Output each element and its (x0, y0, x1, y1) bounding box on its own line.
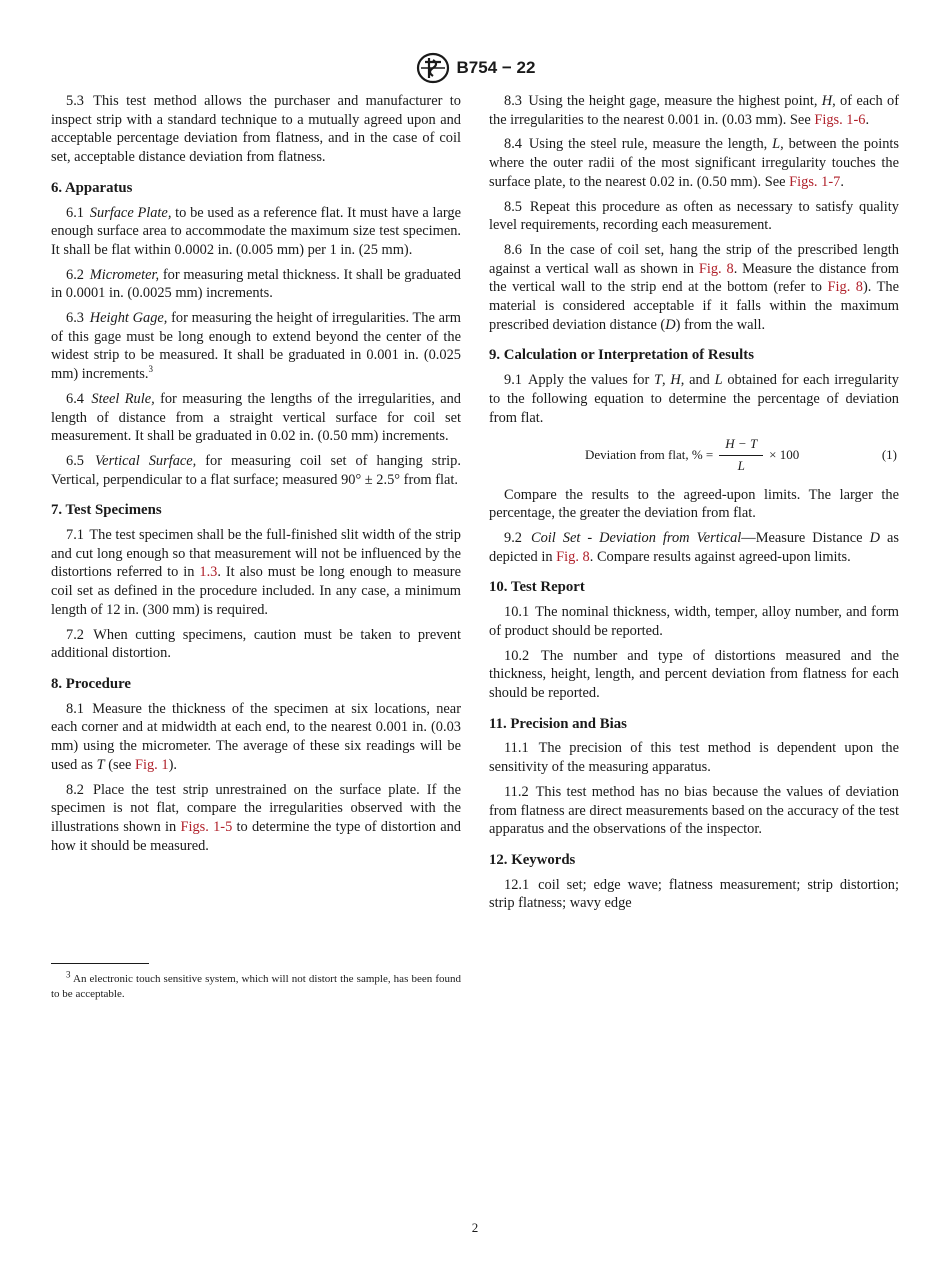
footnote-marker[interactable]: 3 (148, 364, 154, 375)
paragraph-6-3: 6.3 Height Gage, for measuring the height of irregularities. The arm of this gage must be long enough to extend beyond the center of the widest strip to be measured. It shall be graduated in 0.001 in. (0.025 mm) increments.$^3$ (51, 310, 461, 383)
paragraph-7-2: 7.2 When cutting specimens, caution must be taken to prevent additional distortion. (51, 626, 461, 662)
footnote-divider (51, 963, 149, 964)
equation-fraction (719, 435, 763, 475)
paragraph-11-2: 11.2 This test method has no bias because the values of deviation from flatness are direct measurements based on the accuracy of the test apparatus and the observations of the inspector. (489, 783, 899, 838)
paragraph-7-1: 7.1 The test specimen shall be the full-finished slit width of the strip and cut long enough so that measurement will not be influenced by the distortions referred to in 1.3. It also must be long enough to measure coil set as defined in the procedure included. In any case, a minimum length of 12 in. (300 mm) is required. (51, 527, 461, 618)
paragraph-12-1: 12.1 coil set; edge wave; flatness measurement; strip distortion; strip flatness; wavy edge (489, 876, 899, 912)
paragraph-10-2: 10.2 The number and type of distortions measured and the thickness, height, length, and percent deviation from flatness for each should be reported. (489, 647, 899, 701)
section-heading-procedure: 8. Procedure (51, 675, 131, 692)
paragraph-6-5: 6.5 Vertical Surface, for measuring coil set of hanging strip. Vertical, perpendicular to a flat surface; measured 90° ± 2.5° from flat. (51, 452, 461, 488)
footnote-3: $^3$ An electronic touch sensitive system, which will not distort the sample, has been found to be acceptable. (51, 969, 461, 1000)
deviation-equation (489, 435, 899, 475)
page-number: 2 (471, 1220, 479, 1235)
equation-numerator: H − T (719, 435, 763, 456)
page-header (0, 52, 950, 84)
equation-lhs: Deviation from flat, % = (585, 447, 714, 463)
link-fig-8-second[interactable]: Fig. 8 (827, 279, 863, 296)
paragraph-6-2: 6.2 Micrometer, for measuring metal thickness. It shall be graduated in 0.0001 in. (0.0025 mm) increments. (51, 266, 461, 302)
paragraph-8-5: 8.5 Repeat this procedure as often as necessary to satisfy quality level requirements, recording each measurement. (489, 198, 899, 234)
astm-logo-icon (415, 52, 451, 84)
section-heading-calculation: 9. Calculation or Interpretation of Results (489, 347, 754, 364)
section-heading-precision-bias: 11. Precision and Bias (489, 715, 627, 732)
paragraph-11-1: 11.1 The precision of this test method is dependent upon the sensitivity of the measuring apparatus. (489, 740, 899, 776)
paragraph-8-3: 8.3 Using the height gage, measure the highest point, H, of each of the irregularities to the nearest 0.001 in. (0.03 mm). See Figs. 1-6. (489, 93, 899, 128)
paragraph-8-4: 8.4 Using the steel rule, measure the length, L, between the points where the outer radii of the most significant irregularity touches the surface plate, to the nearest 0.02 in. (0.50 mm). See Figs. 1-7. (489, 136, 899, 190)
link-section-1-3[interactable]: 1.3 (199, 564, 218, 581)
link-figs-1-7[interactable]: Figs. 1-7 (789, 173, 841, 190)
paragraph-8-1: 8.1 Measure the thickness of the specimen at six locations, near each corner and at midwidth at each end, to the nearest 0.001 in. (0.03 mm) using the micrometer. The average of these six readings will be used as T (see Fig. 1). (51, 700, 461, 773)
paragraph-5-3: 5.3 This test method allows the purchaser and manufacturer to inspect strip with a standard technique to a mutually agreed upon and acceptable percentage deviation from flatness, and in the case of coil set, acceptable distance deviation from flatness. (51, 93, 462, 166)
paragraph-8-6: 8.6 In the case of coil set, hang the strip of the prescribed length against a vertical wall as shown in Fig. 8. Measure the distance from the vertical wall to the strip end at the bottom (refer to Fig. 8). The material is considered acceptable if it falls within the maximum prescribed deviation distance (D) from the wall. (489, 241, 899, 333)
paragraph-9-1: 9.1 Apply the values for T, H, and L obtained for each irregularity to the following equation to determine the percentage of deviation from flat. (489, 372, 899, 426)
paragraph-10-1: 10.1 The nominal thickness, width, temper, alloy number, and form of product should be reported. (489, 604, 899, 639)
paragraph-compare: Compare the results to the agreed-upon limits. The larger the percentage, the greater the deviation from flat. (489, 486, 899, 522)
right-column (489, 92, 899, 919)
link-figs-1-6[interactable]: Figs. 1-6 (814, 111, 866, 128)
link-fig-8-third[interactable]: Fig. 8 (556, 548, 590, 565)
section-heading-keywords: 12. Keywords (489, 851, 576, 868)
section-heading-apparatus: 6. Apparatus (51, 179, 133, 196)
document-designation: B754 − 22 (456, 58, 536, 77)
link-fig-1[interactable]: Fig. 1 (134, 756, 169, 773)
paragraph-9-2: 9.2 Coil Set - Deviation from Vertical—Measure Distance D as depicted in Fig. 8. Compare results against agreed-upon limits. (489, 530, 899, 565)
paragraph-6-1: 6.1 Surface Plate, to be used as a reference flat. It must have a large enough surface area to accommodate the maximum size test specimen. It shall be flat within 0.0002 in. (0.005 mm) per 1 in. (25 mm). (51, 204, 461, 258)
link-figs-1-5[interactable]: Figs. 1-5 (180, 818, 233, 835)
section-heading-test-specimens: 7. Test Specimens (51, 502, 162, 519)
equation-multiplier: × 100 (769, 447, 800, 463)
link-fig-8[interactable]: Fig. 8 (698, 260, 734, 277)
section-heading-test-report: 10. Test Report (489, 579, 585, 596)
equation-denominator: L (737, 457, 745, 473)
paragraph-6-4: 6.4 Steel Rule, for measuring the lengths of the irregularities, and length of distance from a straight vertical surface for coil set measurement. It shall be graduated in 0.02 in. (0.50 mm) increments. (51, 390, 461, 445)
left-column (51, 92, 461, 861)
paragraph-8-2: 8.2 Place the test strip unrestrained on the surface plate. If the specimen is not flat, compare the irregularities observed with the illustrations shown in Figs. 1-5 to determine the type of distortion and how it should be measured. (51, 781, 461, 854)
equation-number: (1) (881, 447, 897, 463)
